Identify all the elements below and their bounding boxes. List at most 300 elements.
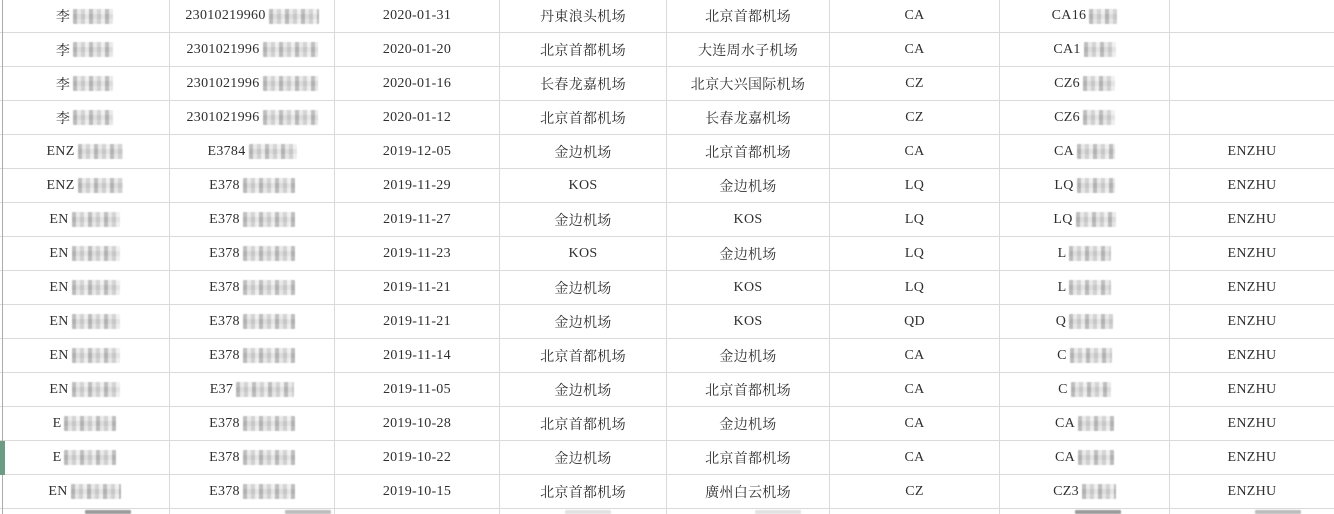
- booking-name-text: ENZHU: [1227, 381, 1277, 397]
- document-number-text: E378: [209, 347, 240, 363]
- departure-airport-cell[interactable]: [500, 339, 667, 372]
- redaction-mosaic: [72, 382, 120, 397]
- flight-number-cell[interactable]: [1000, 33, 1170, 66]
- redaction-mosaic: [73, 110, 113, 125]
- arrival-airport-cell[interactable]: [667, 237, 830, 270]
- arrival-airport-cell[interactable]: [667, 509, 830, 514]
- passenger-name-text: 李: [55, 43, 71, 59]
- booking-name-cell[interactable]: [1170, 407, 1334, 440]
- flight-number-text: C: [1058, 381, 1068, 397]
- passenger-name-cell[interactable]: [0, 169, 170, 202]
- table-row[interactable]: [0, 135, 1334, 169]
- airline-code-cell[interactable]: [830, 0, 1000, 32]
- arrival-airport-cell[interactable]: [667, 203, 830, 236]
- redaction-mosaic: [71, 484, 121, 499]
- document-number-cell[interactable]: [170, 339, 335, 372]
- booking-name-cell[interactable]: [1170, 271, 1334, 304]
- redaction-mosaic: [236, 382, 294, 397]
- flight-number-cell[interactable]: [1000, 339, 1170, 372]
- departure-airport-text: 北京首都机场: [540, 349, 626, 365]
- airline-code-text: LQ: [904, 211, 925, 227]
- document-number-cell[interactable]: [170, 203, 335, 236]
- passenger-name-cell[interactable]: [0, 0, 170, 32]
- flight-date-cell[interactable]: [335, 407, 500, 440]
- flight-number-cell[interactable]: [1000, 67, 1170, 100]
- redaction-mosaic: [1069, 280, 1111, 295]
- booking-name-cell[interactable]: [1170, 101, 1334, 134]
- flight-date-cell[interactable]: [335, 203, 500, 236]
- redaction-mosaic: [1083, 110, 1115, 125]
- flight-date-text: 2019-11-05: [383, 381, 451, 397]
- flight-date-cell[interactable]: [335, 271, 500, 304]
- departure-airport-text: 金边机场: [554, 451, 612, 467]
- flight-number-cell[interactable]: [1000, 135, 1170, 168]
- redaction-mosaic: [269, 9, 319, 24]
- flight-date-text: 2019-11-14: [383, 347, 451, 363]
- departure-airport-cell[interactable]: [500, 373, 667, 406]
- document-number-cell[interactable]: [170, 33, 335, 66]
- redaction-mosaic: [1076, 212, 1116, 227]
- booking-name-cell[interactable]: [1170, 67, 1334, 100]
- departure-airport-text: 金边机场: [554, 315, 612, 331]
- next-row-redaction-stub: [85, 510, 131, 514]
- airline-code-cell[interactable]: [830, 169, 1000, 202]
- departure-airport-text: 金边机场: [554, 145, 612, 161]
- redaction-mosaic: [73, 9, 113, 24]
- arrival-airport-text: 北京大兴国际机场: [690, 77, 806, 93]
- airline-code-text: CA: [904, 415, 925, 431]
- redaction-mosaic: [78, 178, 123, 193]
- redaction-mosaic: [243, 484, 295, 499]
- flight-number-text: L: [1057, 245, 1067, 261]
- arrival-airport-text: KOS: [733, 211, 763, 227]
- redaction-mosaic: [243, 212, 295, 227]
- redaction-mosaic: [72, 280, 120, 295]
- flight-number-cell[interactable]: [1000, 101, 1170, 134]
- flight-number-text: LQ: [1054, 177, 1074, 193]
- flight-number-text: L: [1057, 279, 1067, 295]
- flight-date-cell[interactable]: [335, 441, 500, 474]
- airline-code-cell[interactable]: [830, 475, 1000, 508]
- airline-code-cell[interactable]: [830, 373, 1000, 406]
- flight-date-cell[interactable]: [335, 169, 500, 202]
- airline-code-text: CA: [904, 8, 925, 23]
- airline-code-cell[interactable]: [830, 33, 1000, 66]
- passenger-name-cell[interactable]: [0, 33, 170, 66]
- flight-number-cell[interactable]: [1000, 441, 1170, 474]
- departure-airport-text: 北京首都机场: [540, 417, 626, 433]
- departure-airport-text: 金边机场: [554, 213, 612, 229]
- redaction-mosaic: [1078, 450, 1114, 465]
- flight-date-text: 2019-10-28: [382, 415, 452, 431]
- arrival-airport-cell[interactable]: [667, 169, 830, 202]
- airline-code-cell[interactable]: [830, 67, 1000, 100]
- redaction-mosaic: [64, 416, 116, 431]
- arrival-airport-text: 金边机场: [719, 349, 777, 365]
- redaction-mosaic: [1077, 144, 1115, 159]
- passenger-name-text: EN: [48, 483, 68, 499]
- departure-airport-text: 金边机场: [554, 281, 612, 297]
- flight-date-text: 2020-01-31: [382, 8, 452, 23]
- document-number-cell[interactable]: [170, 305, 335, 338]
- redaction-mosaic: [64, 450, 116, 465]
- redaction-mosaic: [263, 42, 318, 57]
- booking-name-cell[interactable]: [1170, 509, 1334, 514]
- arrival-airport-text: 金边机场: [719, 247, 777, 263]
- flight-date-cell[interactable]: [335, 509, 500, 514]
- document-number-cell[interactable]: [170, 135, 335, 168]
- flight-date-cell[interactable]: [335, 339, 500, 372]
- departure-airport-cell[interactable]: [500, 407, 667, 440]
- flight-number-text: CA: [1054, 415, 1076, 431]
- document-number-text: E378: [209, 211, 240, 227]
- airline-code-cell[interactable]: [830, 101, 1000, 134]
- departure-airport-text: 丹東浪头机场: [540, 10, 626, 25]
- airline-code-text: CZ: [905, 109, 924, 125]
- redaction-mosaic: [1069, 314, 1113, 329]
- passenger-name-cell[interactable]: [0, 305, 170, 338]
- selected-row-marker: [0, 441, 5, 475]
- arrival-airport-text: KOS: [733, 313, 763, 329]
- document-number-cell[interactable]: [170, 475, 335, 508]
- flight-number-cell[interactable]: [1000, 169, 1170, 202]
- booking-name-cell[interactable]: [1170, 0, 1334, 32]
- table-row[interactable]: [0, 33, 1334, 67]
- table-row[interactable]: [0, 169, 1334, 203]
- document-number-cell[interactable]: [170, 0, 335, 32]
- flight-date-text: 2019-12-05: [382, 143, 452, 159]
- next-row-redaction-stub: [285, 510, 331, 514]
- redaction-mosaic: [72, 314, 120, 329]
- document-number-text: E378: [209, 177, 240, 193]
- airline-code-text: CA: [904, 381, 925, 397]
- airline-code-text: CA: [904, 143, 925, 159]
- booking-name-cell[interactable]: [1170, 169, 1334, 202]
- departure-airport-text: 北京首都机场: [540, 43, 626, 59]
- airline-code-text: CA: [904, 449, 925, 465]
- booking-name-text: ENZHU: [1227, 483, 1277, 499]
- passenger-name-text: 李: [55, 77, 71, 93]
- redaction-mosaic: [263, 110, 318, 125]
- passenger-name-cell[interactable]: [0, 373, 170, 406]
- passenger-name-text: ENZ: [46, 177, 75, 193]
- table-row[interactable]: [0, 271, 1334, 305]
- passenger-name-cell[interactable]: [0, 441, 170, 474]
- arrival-airport-cell[interactable]: [667, 339, 830, 372]
- airline-code-cell[interactable]: [830, 237, 1000, 270]
- table-row[interactable]: [0, 373, 1334, 407]
- flight-number-cell[interactable]: [1000, 305, 1170, 338]
- redaction-mosaic: [249, 144, 297, 159]
- document-number-text: 2301021996: [186, 41, 260, 57]
- redaction-mosaic: [1083, 76, 1115, 91]
- arrival-airport-cell[interactable]: [667, 373, 830, 406]
- document-number-cell[interactable]: [170, 169, 335, 202]
- document-number-text: E378: [209, 245, 240, 261]
- arrival-airport-cell[interactable]: [667, 0, 830, 32]
- table-row[interactable]: [0, 441, 1334, 475]
- arrival-airport-text: 北京首都机场: [705, 451, 791, 467]
- redaction-mosaic: [78, 144, 123, 159]
- passenger-name-text: EN: [49, 245, 69, 261]
- airline-code-cell[interactable]: [830, 441, 1000, 474]
- departure-airport-text: 长春龙嘉机场: [540, 77, 626, 93]
- passenger-name-text: 李: [55, 10, 71, 25]
- flight-date-text: 2019-10-15: [382, 483, 452, 499]
- passenger-name-cell[interactable]: [0, 203, 170, 236]
- airline-code-text: CA: [904, 41, 925, 57]
- next-row-redaction-stub: [565, 510, 611, 514]
- arrival-airport-text: 大连周水子机场: [697, 43, 799, 59]
- arrival-airport-cell[interactable]: [667, 135, 830, 168]
- flight-date-text: 2019-10-22: [382, 449, 452, 465]
- airline-code-text: LQ: [904, 177, 925, 193]
- passenger-name-cell[interactable]: [0, 237, 170, 270]
- departure-airport-cell[interactable]: [500, 0, 667, 32]
- arrival-airport-text: 北京首都机场: [705, 10, 791, 25]
- redaction-mosaic: [1077, 178, 1115, 193]
- passenger-name-cell[interactable]: [0, 67, 170, 100]
- redaction-mosaic: [243, 280, 295, 295]
- table-row[interactable]: [0, 101, 1334, 135]
- table-row[interactable]: [0, 203, 1334, 237]
- booking-name-text: ENZHU: [1227, 211, 1277, 227]
- redaction-mosaic: [1084, 42, 1116, 57]
- document-number-cell[interactable]: [170, 101, 335, 134]
- passenger-name-cell[interactable]: [0, 339, 170, 372]
- arrival-airport-cell[interactable]: [667, 441, 830, 474]
- flight-date-cell[interactable]: [335, 373, 500, 406]
- arrival-airport-text: 廣州白云机场: [705, 485, 791, 501]
- airline-code-cell[interactable]: [830, 271, 1000, 304]
- passenger-name-text: EN: [49, 211, 69, 227]
- flight-date-text: 2019-11-21: [383, 279, 451, 295]
- redaction-mosaic: [1089, 9, 1117, 24]
- document-number-text: E37: [209, 381, 234, 397]
- document-number-text: 23010219960: [185, 8, 266, 23]
- redaction-mosaic: [1069, 246, 1111, 261]
- document-number-cell[interactable]: [170, 237, 335, 270]
- partial-next-row[interactable]: [0, 509, 1334, 514]
- table-row[interactable]: [0, 475, 1334, 509]
- airline-code-cell[interactable]: [830, 407, 1000, 440]
- departure-airport-cell[interactable]: [500, 67, 667, 100]
- flight-date-cell[interactable]: [335, 101, 500, 134]
- booking-name-cell[interactable]: [1170, 373, 1334, 406]
- document-number-text: E378: [209, 483, 240, 499]
- redaction-mosaic: [1078, 416, 1114, 431]
- flight-number-cell[interactable]: [1000, 0, 1170, 32]
- redaction-mosaic: [243, 178, 295, 193]
- flight-date-text: 2020-01-12: [382, 109, 452, 125]
- next-row-redaction-stub: [1255, 510, 1301, 514]
- booking-name-cell[interactable]: [1170, 203, 1334, 236]
- airline-code-text: CA: [904, 347, 925, 363]
- passenger-name-cell[interactable]: [0, 475, 170, 508]
- airline-code-text: LQ: [904, 245, 925, 261]
- passenger-name-text: EN: [49, 347, 69, 363]
- document-number-cell[interactable]: [170, 271, 335, 304]
- booking-name-cell[interactable]: [1170, 339, 1334, 372]
- airline-code-text: CZ: [905, 75, 924, 91]
- redaction-mosaic: [243, 246, 295, 261]
- passenger-name-cell[interactable]: [0, 101, 170, 134]
- table-row[interactable]: [0, 407, 1334, 441]
- redaction-mosaic: [72, 212, 120, 227]
- flight-number-cell[interactable]: [1000, 373, 1170, 406]
- flight-number-text: CZ3: [1053, 483, 1079, 499]
- flight-date-text: 2019-11-27: [383, 211, 451, 227]
- passenger-name-cell[interactable]: [0, 135, 170, 168]
- arrival-airport-cell[interactable]: [667, 305, 830, 338]
- arrival-airport-text: 北京首都机场: [705, 145, 791, 161]
- redaction-mosaic: [243, 314, 295, 329]
- table-row[interactable]: [0, 237, 1334, 271]
- departure-airport-cell[interactable]: [500, 33, 667, 66]
- airline-code-cell[interactable]: [830, 305, 1000, 338]
- redaction-mosaic: [72, 246, 120, 261]
- departure-airport-cell[interactable]: [500, 169, 667, 202]
- passenger-name-text: EN: [49, 279, 69, 295]
- document-number-cell[interactable]: [170, 407, 335, 440]
- departure-airport-text: KOS: [568, 177, 598, 193]
- redaction-mosaic: [1071, 382, 1111, 397]
- passenger-name-text: EN: [49, 313, 69, 329]
- flight-date-text: 2019-11-23: [383, 245, 451, 261]
- flight-number-text: LQ: [1053, 211, 1073, 227]
- passenger-name-cell[interactable]: [0, 407, 170, 440]
- flight-number-cell[interactable]: [1000, 271, 1170, 304]
- redaction-mosaic: [243, 416, 295, 431]
- flight-number-text: CA: [1053, 143, 1075, 159]
- redaction-mosaic: [243, 450, 295, 465]
- arrival-airport-cell[interactable]: [667, 475, 830, 508]
- flight-date-cell[interactable]: [335, 475, 500, 508]
- redaction-mosaic: [263, 76, 318, 91]
- booking-name-text: ENZHU: [1227, 245, 1277, 261]
- document-number-text: 2301021996: [186, 75, 260, 91]
- document-number-text: 2301021996: [186, 109, 260, 125]
- booking-name-cell[interactable]: [1170, 305, 1334, 338]
- document-number-text: E3784: [207, 143, 246, 159]
- departure-airport-cell[interactable]: [500, 237, 667, 270]
- flight-date-text: 2019-11-21: [383, 313, 451, 329]
- airline-code-cell[interactable]: [830, 339, 1000, 372]
- table-row[interactable]: [0, 0, 1334, 33]
- arrival-airport-cell[interactable]: [667, 33, 830, 66]
- redaction-mosaic: [73, 76, 113, 91]
- redaction-mosaic: [243, 348, 295, 363]
- flight-date-text: 2020-01-16: [382, 75, 452, 91]
- flight-date-cell[interactable]: [335, 135, 500, 168]
- passenger-name-text: ENZ: [46, 143, 75, 159]
- flight-number-text: CA1: [1053, 41, 1081, 57]
- flight-date-cell[interactable]: [335, 33, 500, 66]
- arrival-airport-text: 长春龙嘉机场: [705, 111, 791, 127]
- departure-airport-cell[interactable]: [500, 271, 667, 304]
- departure-airport-cell[interactable]: [500, 305, 667, 338]
- document-number-cell[interactable]: [170, 373, 335, 406]
- flight-date-text: 2020-01-20: [382, 41, 452, 57]
- booking-name-cell[interactable]: [1170, 33, 1334, 66]
- departure-airport-text: KOS: [568, 245, 598, 261]
- document-number-text: E378: [209, 279, 240, 295]
- booking-name-text: ENZHU: [1227, 415, 1277, 431]
- flight-date-text: 2019-11-29: [383, 177, 451, 193]
- flight-number-cell[interactable]: [1000, 475, 1170, 508]
- arrival-airport-text: KOS: [733, 279, 763, 295]
- departure-airport-cell[interactable]: [500, 135, 667, 168]
- airline-code-cell[interactable]: [830, 135, 1000, 168]
- table-row[interactable]: [0, 339, 1334, 373]
- document-number-text: E378: [209, 313, 240, 329]
- table-row[interactable]: [0, 305, 1334, 339]
- flight-date-cell[interactable]: [335, 305, 500, 338]
- booking-name-text: ENZHU: [1227, 177, 1277, 193]
- document-number-cell[interactable]: [170, 441, 335, 474]
- arrival-airport-cell[interactable]: [667, 407, 830, 440]
- booking-name-cell[interactable]: [1170, 135, 1334, 168]
- redaction-mosaic: [1082, 484, 1116, 499]
- flight-date-cell[interactable]: [335, 237, 500, 270]
- redaction-mosaic: [72, 348, 120, 363]
- flight-number-text: CZ6: [1054, 109, 1080, 125]
- passenger-name-text: 李: [55, 111, 71, 127]
- passenger-name-text: EN: [49, 381, 69, 397]
- booking-name-text: ENZHU: [1227, 347, 1277, 363]
- passenger-name-cell[interactable]: [0, 271, 170, 304]
- redaction-mosaic: [73, 42, 113, 57]
- airline-code-cell[interactable]: [830, 509, 1000, 514]
- redaction-mosaic: [1070, 348, 1112, 363]
- flight-number-text: CZ6: [1054, 75, 1080, 91]
- arrival-airport-cell[interactable]: [667, 101, 830, 134]
- flight-number-cell[interactable]: [1000, 237, 1170, 270]
- booking-name-cell[interactable]: [1170, 475, 1334, 508]
- document-number-cell[interactable]: [170, 67, 335, 100]
- departure-airport-cell[interactable]: [500, 475, 667, 508]
- flight-number-text: C: [1057, 347, 1067, 363]
- arrival-airport-text: 北京首都机场: [705, 383, 791, 399]
- arrival-airport-text: 金边机场: [719, 179, 777, 195]
- flight-number-text: CA: [1054, 449, 1076, 465]
- departure-airport-cell[interactable]: [500, 441, 667, 474]
- flight-number-cell[interactable]: [1000, 407, 1170, 440]
- booking-name-cell[interactable]: [1170, 441, 1334, 474]
- passenger-name-text: E: [52, 449, 62, 465]
- arrival-airport-cell[interactable]: [667, 271, 830, 304]
- passenger-name-text: E: [52, 415, 62, 431]
- departure-airport-cell[interactable]: [500, 101, 667, 134]
- airline-code-text: CZ: [905, 483, 924, 499]
- table-row[interactable]: [0, 67, 1334, 101]
- booking-name-cell[interactable]: [1170, 237, 1334, 270]
- departure-airport-text: 金边机场: [554, 383, 612, 399]
- arrival-airport-cell[interactable]: [667, 67, 830, 100]
- arrival-airport-text: 金边机场: [719, 417, 777, 433]
- flight-date-cell[interactable]: [335, 0, 500, 32]
- booking-name-text: ENZHU: [1227, 313, 1277, 329]
- departure-airport-cell[interactable]: [500, 203, 667, 236]
- airline-code-cell[interactable]: [830, 203, 1000, 236]
- left-grid-edge-line: [2, 0, 3, 514]
- flight-number-cell[interactable]: [1000, 203, 1170, 236]
- flight-date-cell[interactable]: [335, 67, 500, 100]
- document-number-text: E378: [209, 415, 240, 431]
- document-number-text: E378: [209, 449, 240, 465]
- flight-number-text: CA16: [1051, 8, 1087, 23]
- booking-name-text: ENZHU: [1227, 279, 1277, 295]
